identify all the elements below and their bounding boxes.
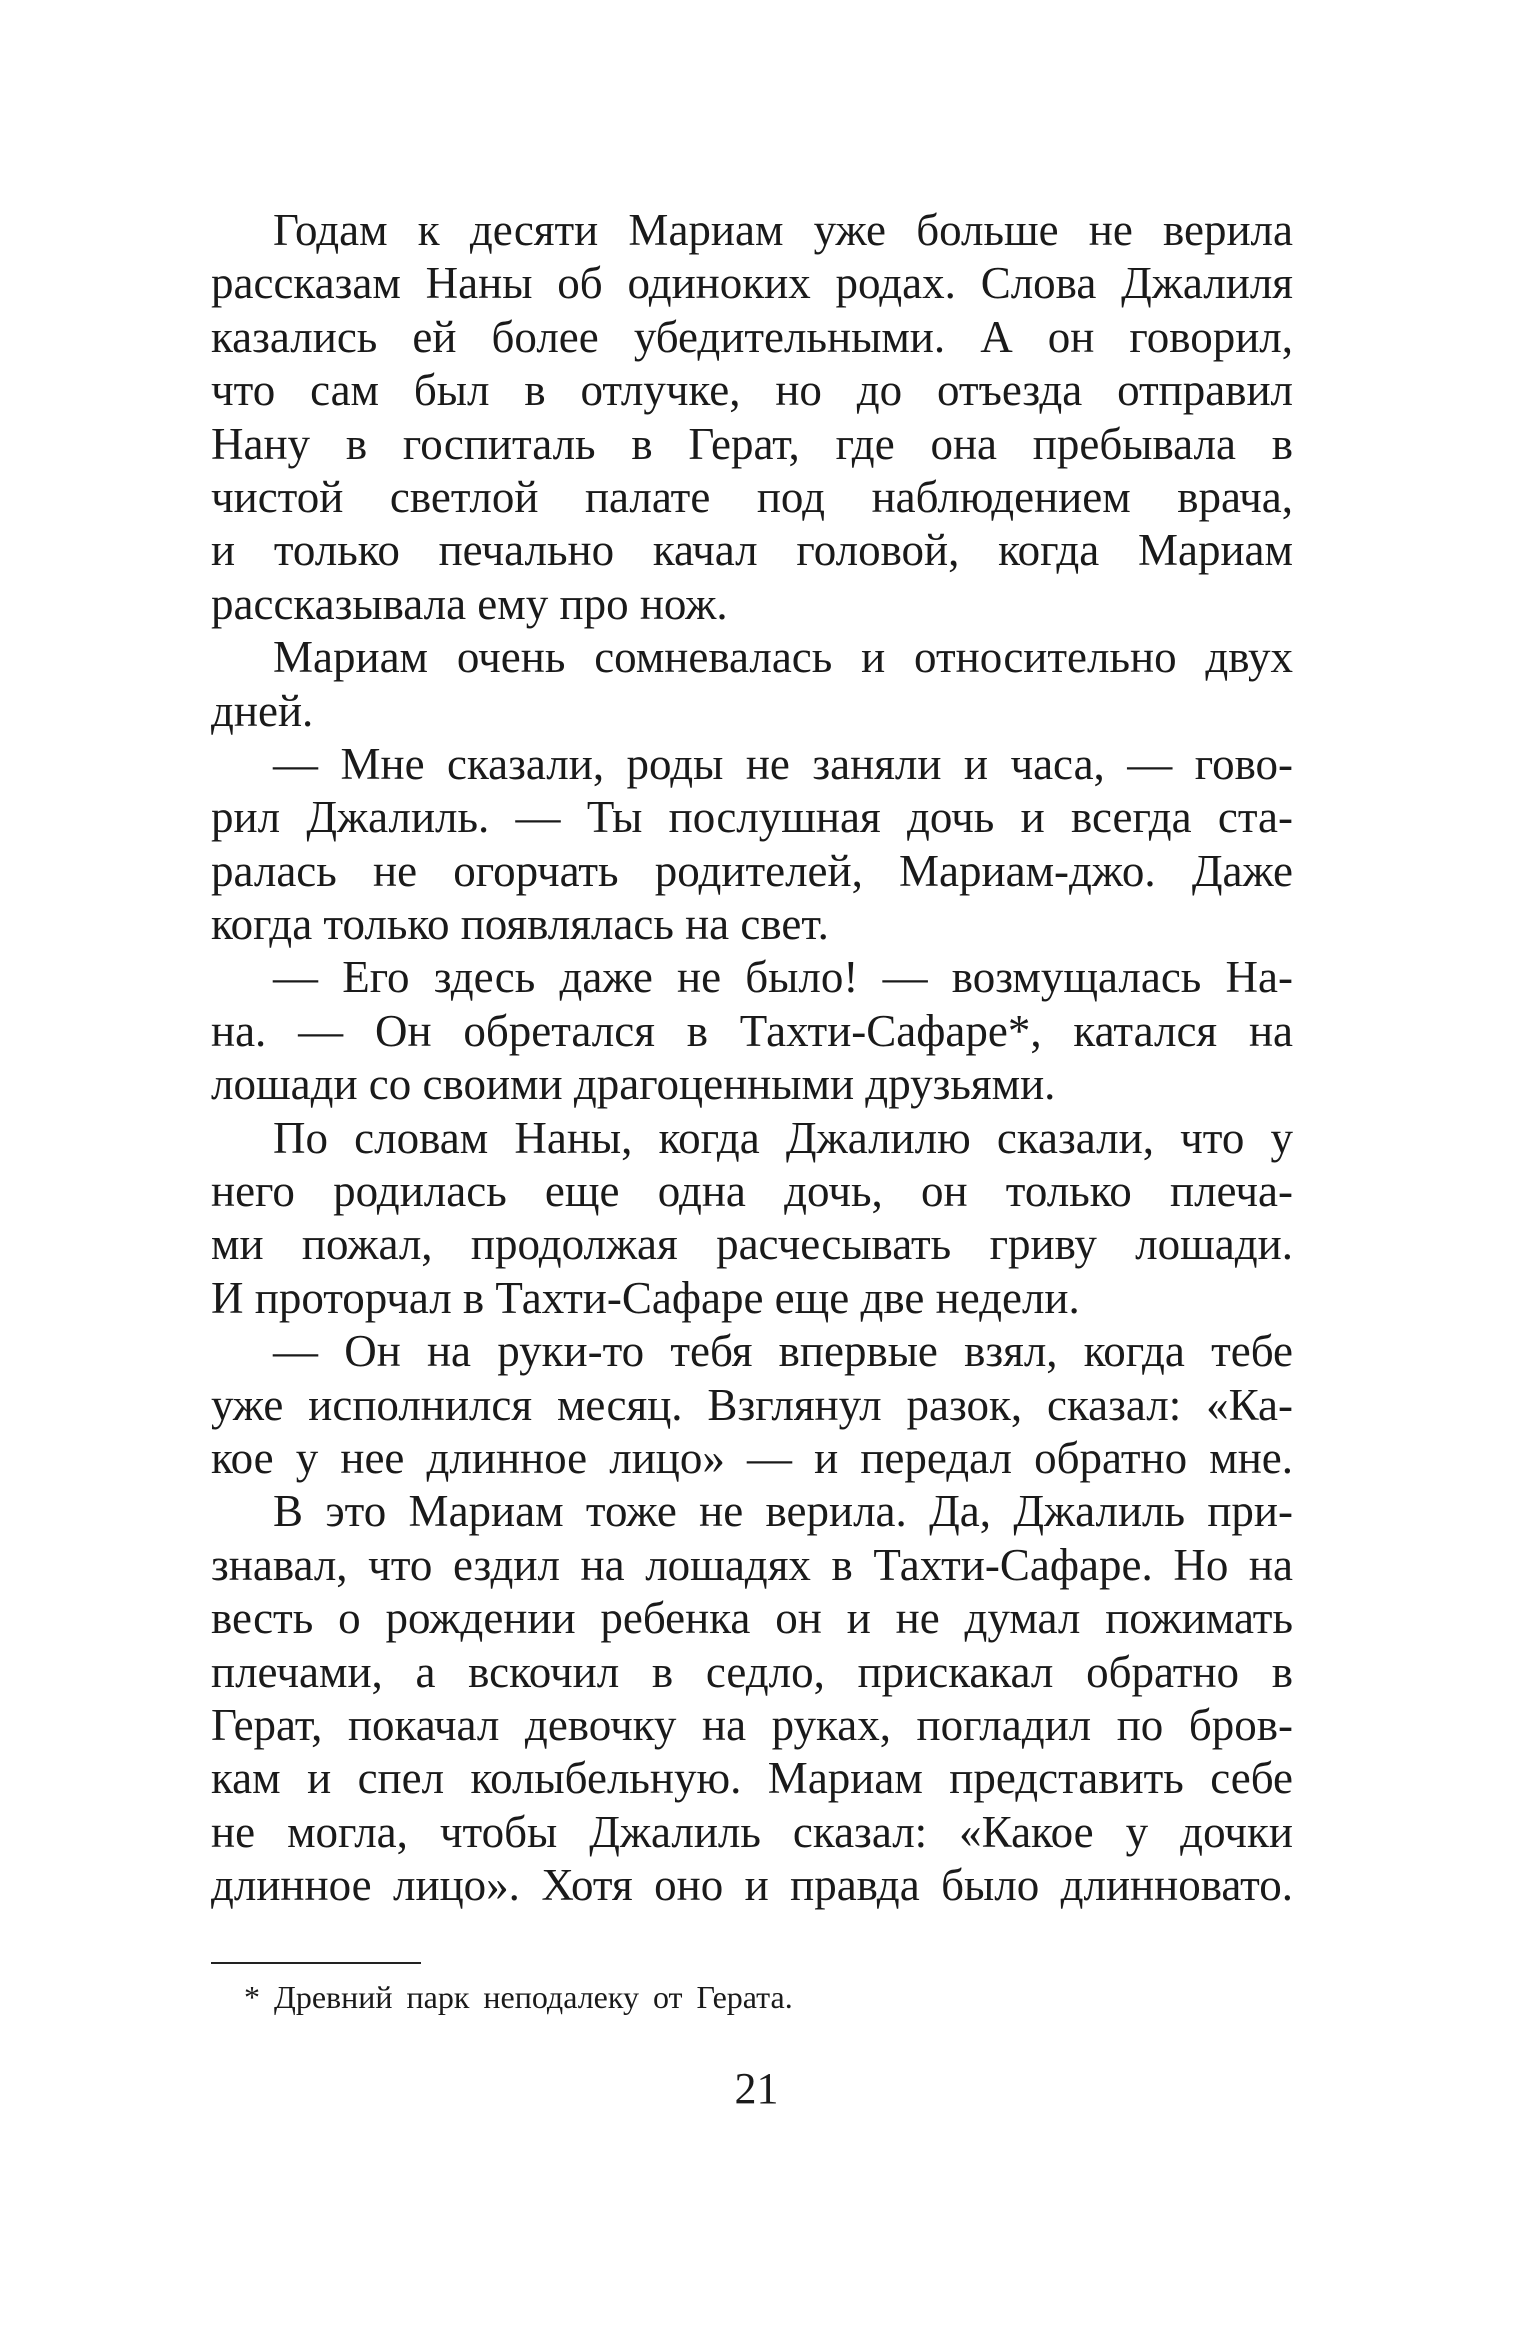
paragraph <box>211 1325 1293 1485</box>
text-line: Мариам очень сомневалась и относительно двух <box>273 632 1293 683</box>
text-line: плечами, а вскочил в седло, прискакал обратно в <box>211 1646 1293 1697</box>
page-number: 21 <box>734 2064 779 2113</box>
text-line: — Он на руки-то тебя впервые взял, когда тебе <box>273 1326 1293 1377</box>
text-line: кое у нее длинное лицо» — и передал обратно мне. <box>211 1432 1293 1483</box>
text-line: рассказам Наны об одиноких родах. Слова Джалиля <box>211 258 1293 309</box>
text-line: Нану в госпиталь в Герат, где она пребывала в <box>211 418 1293 469</box>
text-line: на. — Он обретался в Тахти-Сафаре*, катался на <box>211 1005 1293 1056</box>
paragraph <box>211 738 1293 952</box>
text-line: рил Джалиль. — Ты послушная дочь и всегда ста- <box>211 792 1293 843</box>
text-line: — Его здесь даже не было! — возмущалась На- <box>273 952 1293 1003</box>
text-line: Годам к десяти Мариам уже больше не верила <box>273 205 1293 255</box>
body-text <box>211 204 1293 1913</box>
paragraph <box>211 631 1293 738</box>
text-line: рассказывала ему про нож. <box>211 578 728 629</box>
text-line: и только печально качал головой, когда Мариам <box>211 525 1293 576</box>
text-line: дней. <box>211 685 314 736</box>
text-line: — Мне сказали, роды не заняли и часа, — гово- <box>273 738 1293 789</box>
paragraph <box>211 951 1293 1111</box>
text-line: кам и спел колыбельную. Мариам представить себе <box>211 1753 1293 1804</box>
footnote-divider <box>211 1962 421 1964</box>
text-line: весть о рождении ребенка он и не думал пожимать <box>211 1593 1293 1644</box>
text-line: что сам был в отлучке, но до отъезда отправил <box>211 365 1293 416</box>
text-line: И проторчал в Тахти-Сафаре еще две недели. <box>211 1272 1080 1323</box>
paragraph <box>211 204 1293 631</box>
text-line: казались ей более убедительными. А он говорил, <box>211 311 1293 362</box>
text-line: длинное лицо». Хотя оно и правда было длинновато. <box>211 1860 1293 1911</box>
text-line: чистой светлой палате под наблюдением врача, <box>211 471 1293 522</box>
text-line: В это Мариам тоже не верила. Да, Джалиль при- <box>273 1486 1293 1537</box>
text-line: него родилась еще одна дочь, он только плеча- <box>211 1166 1293 1217</box>
paragraph <box>211 1112 1293 1326</box>
text-line: знавал, что ездил на лошадях в Тахти-Сафаре. Но на <box>211 1539 1293 1590</box>
text-line: лошади со своими драгоценными друзьями. <box>211 1059 1056 1110</box>
text-line: Герат, покачал девочку на руках, погладил по бров- <box>211 1699 1293 1750</box>
text-line: не могла, чтобы Джалиль сказал: «Какое у дочки <box>211 1806 1293 1857</box>
text-line: уже исполнился месяц. Взглянул разок, сказал: «Ка- <box>211 1379 1293 1430</box>
footnote: * Древний парк неподалеку от Герата. <box>244 1979 793 2015</box>
text-line: ми пожал, продолжая расчесывать гриву лошади. <box>211 1219 1293 1270</box>
paragraph <box>211 1485 1293 1912</box>
text-line: По словам Наны, когда Джалилю сказали, что у <box>273 1112 1293 1163</box>
text-line: ралась не огорчать родителей, Мариам-джо. Даже <box>211 845 1293 896</box>
text-line: когда только появлялась на свет. <box>211 899 829 950</box>
